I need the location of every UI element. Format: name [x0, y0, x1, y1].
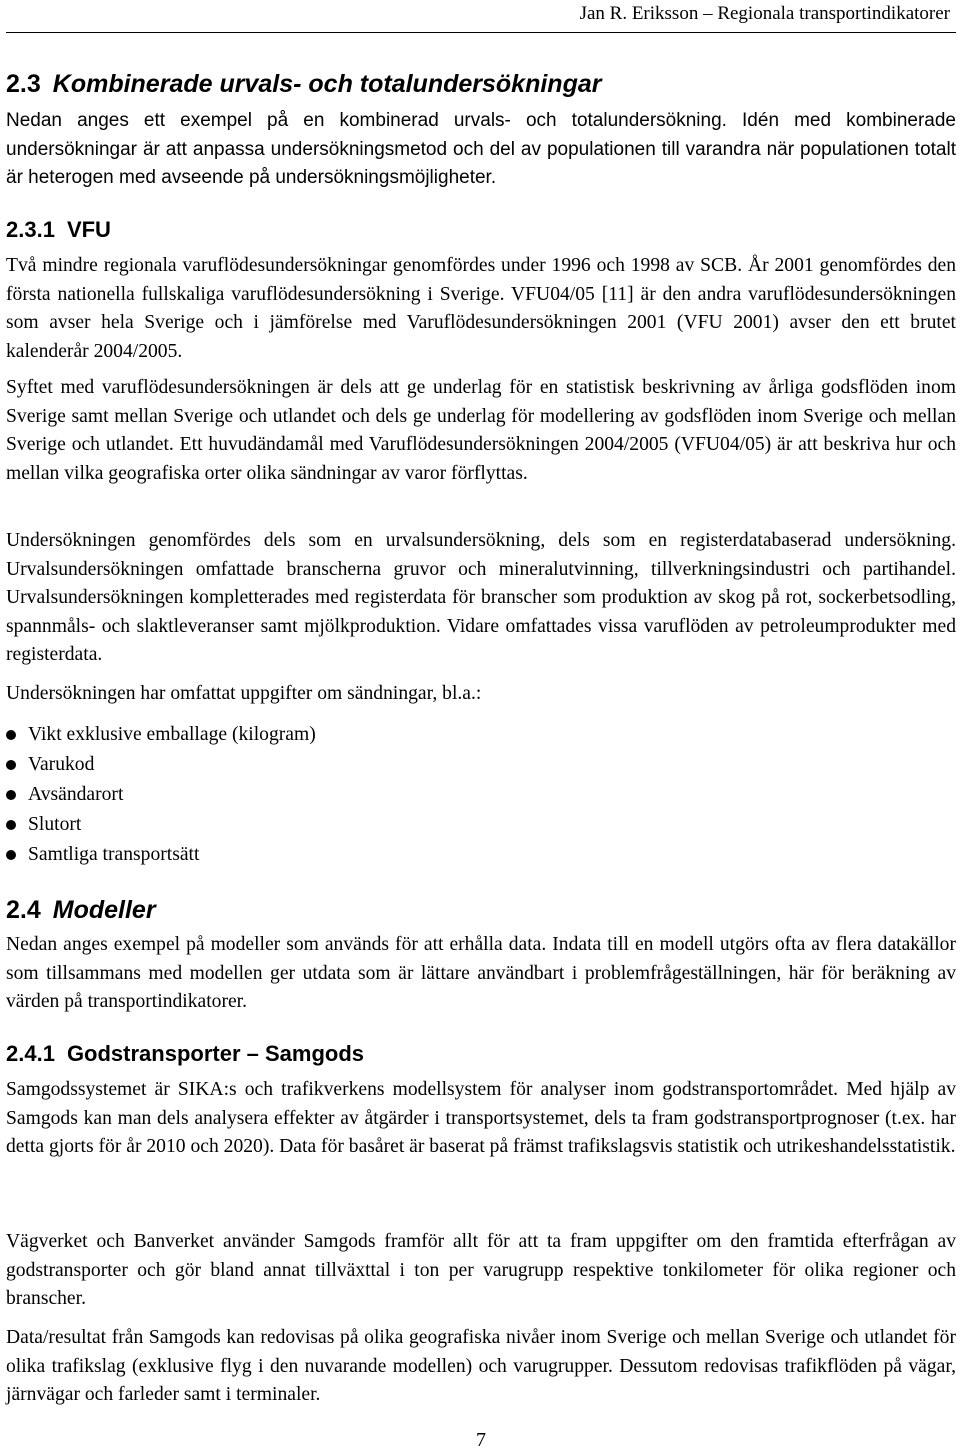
bullet-icon [6, 730, 16, 740]
section-2-3-1-number: 2.3.1 [6, 217, 55, 242]
section-2-4-1-title: Godstransporter – Samgods [66, 1041, 365, 1066]
section-2-4-number: 2.4 [6, 896, 41, 924]
vfu-paragraph-4: Undersökningen har omfattat uppgifter om sändningar, bl.a.: [6, 683, 482, 704]
list-item: Vikt exklusive emballage (kilogram) [6, 720, 316, 750]
bullet-icon [6, 850, 16, 860]
header-rule [6, 32, 956, 33]
section-2-4-1-heading [6, 1040, 364, 1068]
section-2-4-intro: Nedan anges exempel på modeller som används för att erhålla data. Indata till en modell utgörs ofta av flera datakällor som tillsammans med modellen ger utdata som är lättare användbart i problemfrågeställningen, här för beräkning av värden på transportindikatorer. [6, 934, 956, 1012]
samgods-paragraph-2: Vägverket och Banverket använder Samgods framför allt för att ta fram uppgifter om den framtida efterfrågan av godstransporter och gör bland annat tillväxttal i ton per varugrupp respektive tonkilometer för olika regioner och branscher. [6, 1231, 956, 1309]
vfu-paragraph-1: Två mindre regionala varuflödesundersökningar genomfördes under 1996 och 1998 av SCB. År 2001 genomfördes den första nationella fullskaliga varuflödesundersökning i Sverige. VFU04/05 [11] är den andra varuflödesundersökningen som avser hela Sverige och i jämförelse med Varuflödesundersökningen 2001 (VFU 2001) avser den ett brutet kalenderår 2004/2005. [6, 255, 956, 362]
vfu-paragraph-3: Undersökningen genomfördes dels som en urvalsundersökning, dels som en registerdatabaserad undersökning. Urvalsundersökningen omfattade branscherna gruvor och mineralutvinning, tillverkningsindustri och partihandel. Urvalsundersökningen kompletterades med registerdata för branscher som produktion av skog på rot, sockerbetsodling, spannmåls- och slaktleveranser samt mjölkproduktion. Vidare omfattades vissa varuflöden av petroleumprodukter med registerdata. [6, 530, 956, 665]
samgods-paragraph-1: Samgodssystemet är SIKA:s och trafikverkens modellsystem för analyser inom godstransportområdet. Med hjälp av Samgods kan man dels analysera effekter av åtgärder i transportsystemet, dels ta fram godstransportprognoser (t.ex. har detta gjorts för år 2010 och 2020). Data för basåret är baserat på främst trafikslagsvis statistik och utrikeshandelsstatistik. [6, 1079, 956, 1157]
section-2-3-1-title: VFU [66, 217, 111, 242]
vfu-paragraph-2: Syftet med varuflödesundersökningen är dels att ge underlag för en statistisk beskrivning av årliga godsflöden inom Sverige samt mellan Sverige och utlandet och dels ge underlag för modellering av godsflöden inom Sverige och mellan Sverige och utlandet. Ett huvudändamål med Varuflödesundersökningen 2004/2005 (VFU04/05) är att beskriva hur och mellan vilka geografiska orter olika sändningar av varor förflyttas. [6, 377, 956, 484]
bullet-icon [6, 760, 16, 770]
shipment-data-list [6, 720, 316, 870]
section-2-3-number: 2.3 [6, 70, 41, 98]
bullet-icon [6, 820, 16, 830]
section-2-4-heading [6, 895, 156, 925]
list-item: Samtliga transportsätt [6, 840, 316, 870]
section-2-4-title: Modeller [52, 896, 156, 924]
samgods-paragraph-3: Data/resultat från Samgods kan redovisas på olika geografiska nivåer inom Sverige och mellan Sverige och utlandet för olika trafikslag (exklusive flyg i den nuvarande modellen) och varugrupper. Dessutom redovisas trafikflöden på vägar, järnvägar och farleder samt i terminaler. [6, 1327, 956, 1405]
list-item: Varukod [6, 750, 316, 780]
list-item: Avsändarort [6, 780, 316, 810]
running-header: Jan R. Eriksson – Regionala transportindikatorer [579, 3, 950, 24]
section-2-3-intro: Nedan anges ett exempel på en kombinerad urvals- och totalundersökning. Idén med kombinerade undersökningar är att anpassa undersökningsmetod och del av populationen till varandra när populationen totalt är heterogen med avseende på undersökningsmöjligheter. [6, 110, 956, 188]
section-2-3-title: Kombinerade urvals- och totalundersökningar [52, 70, 602, 98]
page-number: 7 [476, 1429, 486, 1451]
list-item: Slutort [6, 810, 316, 840]
section-2-3-heading [6, 69, 601, 99]
bullet-icon [6, 790, 16, 800]
section-2-3-1-heading [6, 216, 111, 244]
section-2-4-1-number: 2.4.1 [6, 1041, 55, 1066]
